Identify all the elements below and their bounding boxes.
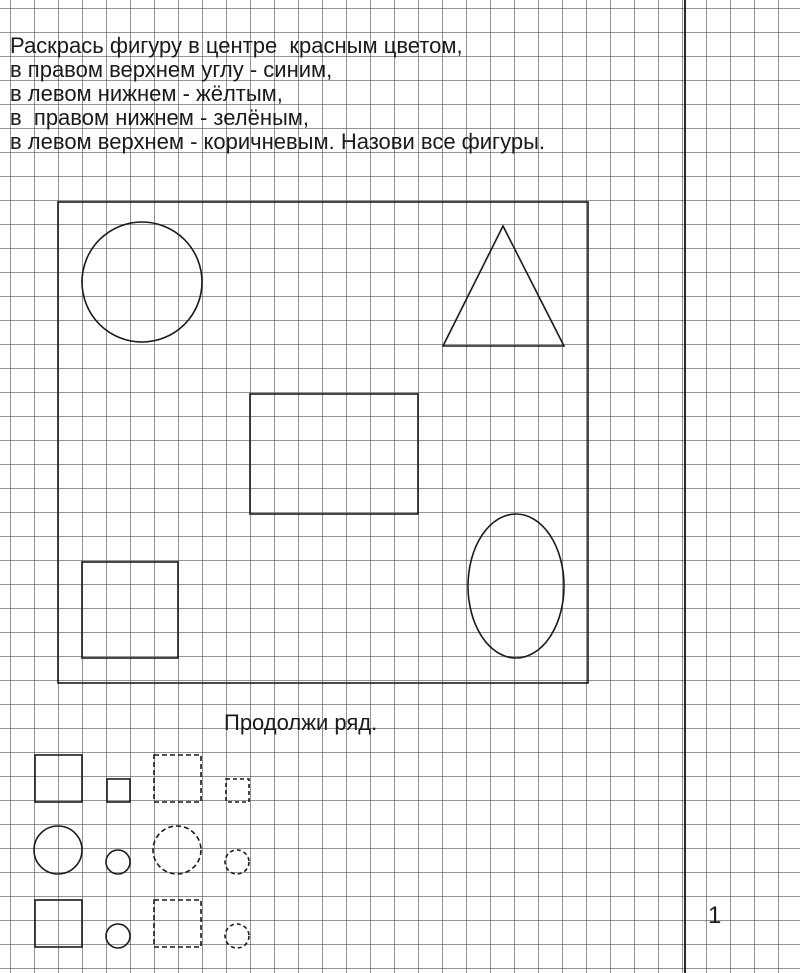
big-square-dashed[interactable]: [154, 900, 201, 947]
small-circle-dashed[interactable]: [225, 924, 249, 948]
small-circle: [106, 924, 130, 948]
big-square: [35, 755, 82, 802]
instruction-line: в левом нижнем - жёлтым,: [10, 81, 283, 106]
small-circle-dashed[interactable]: [225, 850, 249, 874]
series-task-title: Продолжи ряд.: [224, 710, 378, 735]
pattern-row-2: [34, 826, 249, 874]
big-square: [35, 900, 82, 947]
page-number: 1: [708, 902, 722, 929]
instruction-line: Раскрась фигуру в центре красным цветом,: [10, 33, 463, 58]
big-circle: [34, 826, 82, 874]
instruction-line: в правом верхнем углу - синим,: [10, 57, 333, 82]
big-circle-dashed[interactable]: [153, 826, 201, 874]
pattern-row-1: [35, 755, 249, 802]
rectangle-shape[interactable]: [250, 394, 418, 514]
circle-shape[interactable]: [82, 222, 202, 342]
pattern-row-3: [35, 900, 249, 948]
instruction-line: в левом верхнем - коричневым. Назови все фигуры.: [10, 129, 545, 154]
shapes-frame: [58, 202, 588, 683]
instruction-line: в правом нижнем - зелёным,: [10, 105, 310, 130]
big-square-dashed[interactable]: [154, 755, 201, 802]
small-square: [107, 779, 130, 802]
ellipse-shape[interactable]: [468, 514, 564, 658]
triangle-shape[interactable]: [443, 226, 564, 346]
square-shape[interactable]: [82, 562, 178, 658]
small-square-dashed[interactable]: [226, 779, 249, 802]
small-circle: [106, 850, 130, 874]
